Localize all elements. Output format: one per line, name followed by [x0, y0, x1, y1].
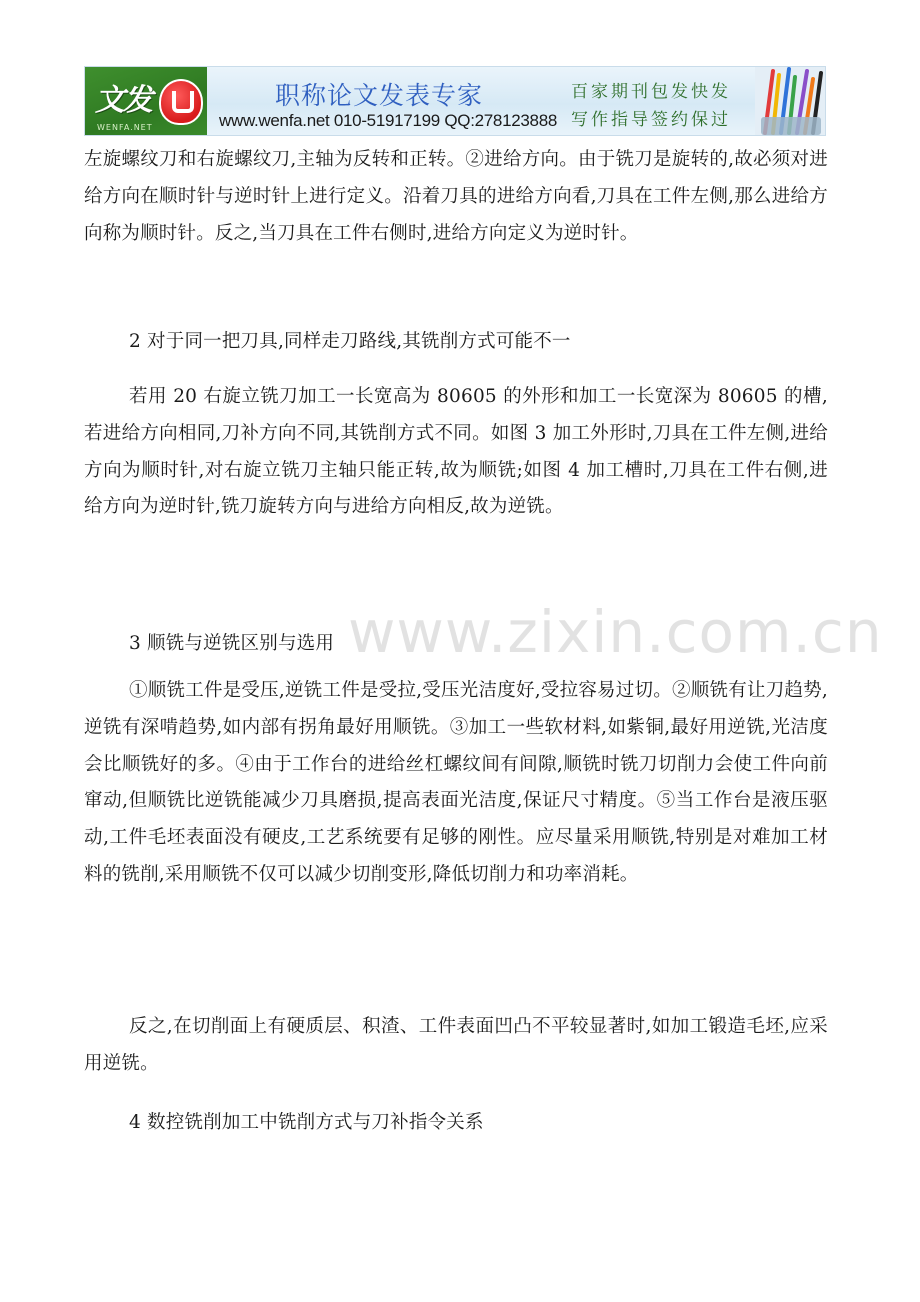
logo-badge-icon: [159, 79, 203, 125]
paragraph-example: 若用 20 右旋立铣刀加工一长宽高为 80605 的外形和加工一长宽深为 80605 的槽,若进给方向相同,刀补方向不同,其铣削方式不同。如图 3 加工外形时,刀具在工件左侧,进给方向为顺时针,对右旋立铣刀主轴只能正转,故为顺铣;如图 4 加工槽时,刀具在工件右侧,进给方向为逆时针,铣刀旋转方向与进给方向相反,故为逆铣。: [84, 386, 828, 518]
banner-title: 职称论文发表专家: [275, 81, 484, 110]
banner-slogan-line2: 写作指导签约保过: [571, 110, 731, 130]
header-banner[interactable]: [84, 66, 826, 136]
logo-text: 文发: [95, 83, 151, 118]
paragraph-feed-direction: 左旋螺纹刀和右旋螺纹刀,主轴为反转和正转。②进给方向。由于铣刀是旋转的,故必须对进给方向在顺时针与逆时针上进行定义。沿着刀具的进给方向看,刀具在工件左侧,那么进给方向称为顺时针。反之,当刀具在工件右侧时,进给方向定义为逆时针。: [84, 149, 828, 244]
wenfa-logo: [85, 67, 207, 135]
watermark: www.zixin.com.cn: [348, 598, 883, 666]
section-heading-3: 3 顺铣与逆铣区别与选用: [129, 633, 335, 654]
paragraph-conventional-use: 反之,在切削面上有硬质层、积渣、工件表面凹凸不平较显著时,如加工锻造毛坯,应采用逆铣。: [84, 1016, 828, 1074]
paragraph-climb-vs-conventional: ①顺铣工件是受压,逆铣工件是受拉,受压光洁度好,受拉容易过切。②顺铣有让刀趋势,逆铣有深啃趋势,如内部有拐角最好用顺铣。③加工一些软材料,如紫铜,最好用逆铣,光洁度会比顺铣好的多。④由于工作台的进给丝杠螺纹间有间隙,顺铣时铣刀切削力会使工件向前窜动,但顺铣比逆铣能减少刀具磨损,提高表面光洁度,保证尺寸精度。⑤当工作台是液压驱动,工件毛坯表面没有硬皮,工艺系统要有足够的刚性。应尽量采用顺铣,特别是对难加工材料的铣削,采用顺铣不仅可以减少切削变形,降低切削力和功率消耗。: [84, 680, 828, 885]
section-heading-2: 2 对于同一把刀具,同样走刀路线,其铣削方式可能不一: [129, 331, 571, 352]
logo-subtext: WENFA.NET: [97, 123, 153, 132]
pencils-icon: [755, 67, 825, 135]
banner-slogan-line1: 百家期刊包发快发: [571, 82, 731, 102]
banner-contact: www.wenfa.net 010-51917199 QQ:278123888: [219, 111, 558, 130]
section-heading-4: 4 数控铣削加工中铣削方式与刀补指令关系: [129, 1112, 484, 1133]
